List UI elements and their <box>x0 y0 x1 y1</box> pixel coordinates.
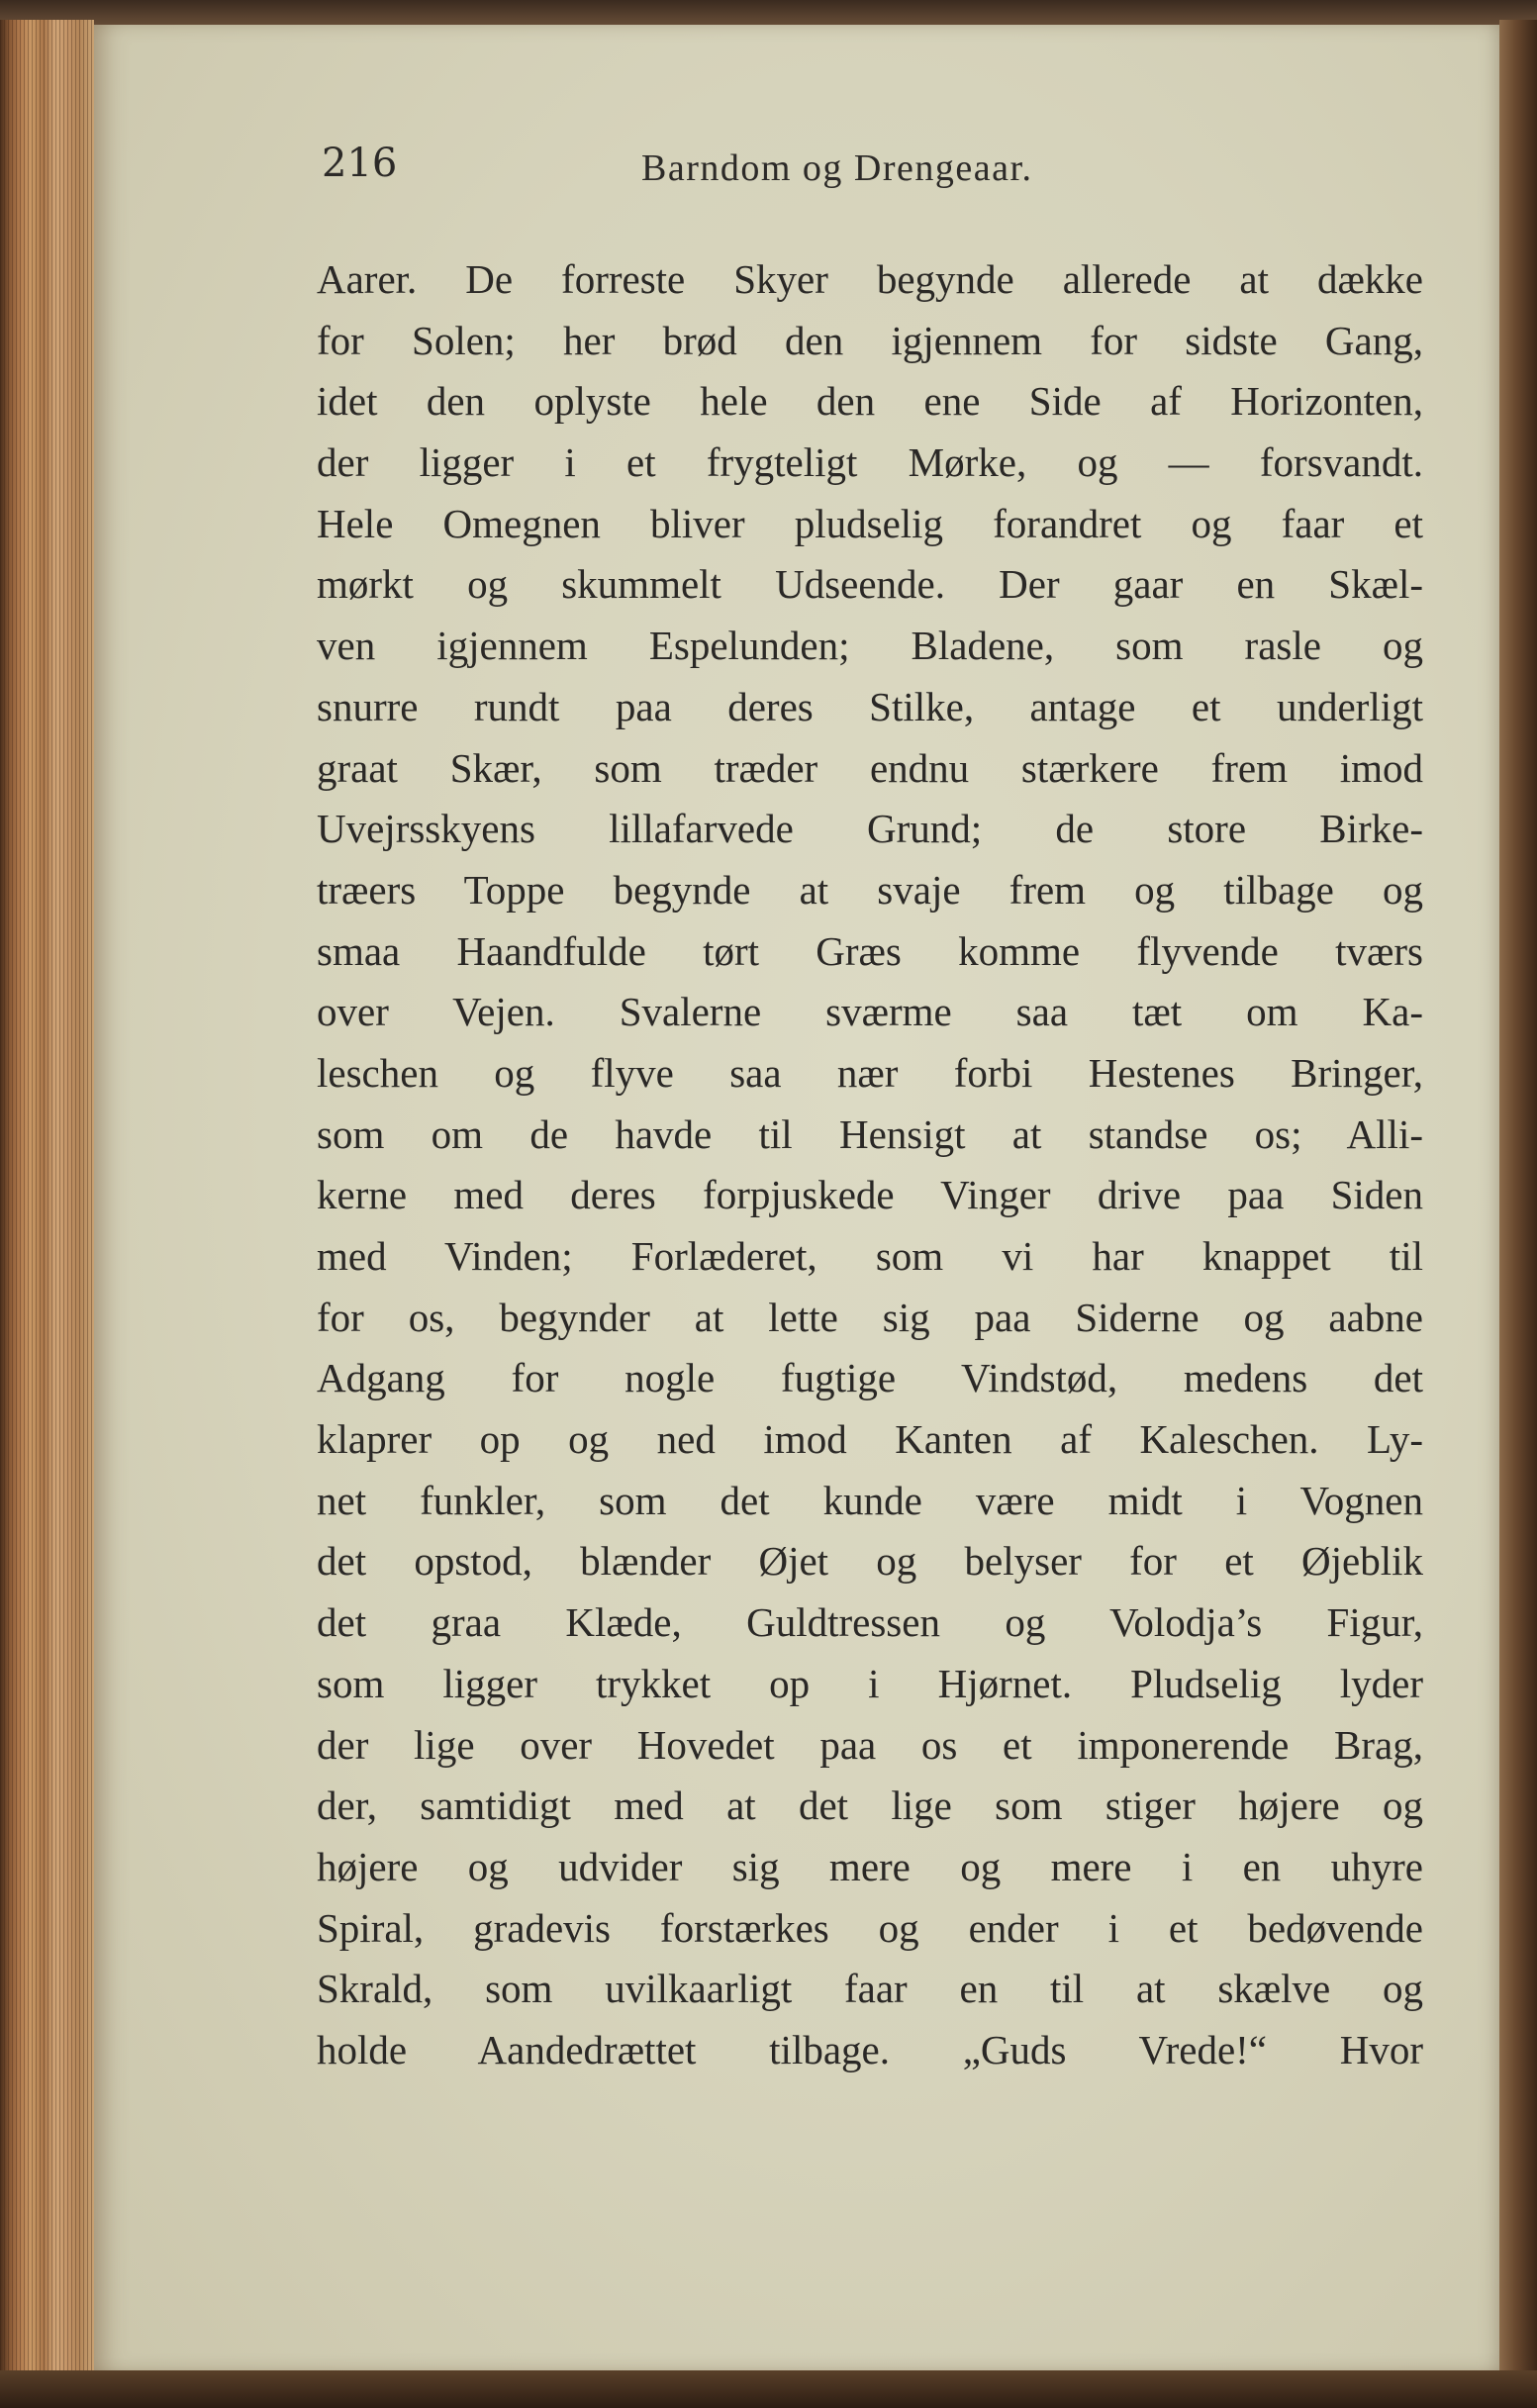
text-line: holde Aandedrættet tilbage. „Guds Vrede!“ Hvor <box>317 2026 1423 2072</box>
text-line: mørkt og skummelt Udseende. Der gaar en Skæl- <box>317 561 1423 608</box>
text-line: Spiral, gradevis forstærkes og ender i et bedøvende <box>317 1904 1423 1951</box>
text-line: Skrald, som uvilkaarligt faar en til at skælve og <box>317 1966 1423 2012</box>
running-title: Barndom og Drengeaar. <box>641 147 1033 189</box>
text-line: med Vinden; Forlæderet, som vi har knappet til <box>317 1233 1423 1279</box>
text-line: ven igjennem Espelunden; Bladene, som rasle og <box>317 623 1423 669</box>
right-page-edge <box>1499 20 1537 2375</box>
text-line: for os, begynder at lette sig paa Siderne og aabne <box>317 1294 1423 1340</box>
text-line: der lige over Hovedet paa os et imponerende Brag, <box>317 1721 1423 1768</box>
text-line: for Solen; her brød den igjennem for sidste Gang, <box>317 317 1423 363</box>
page-number: 216 <box>322 141 398 186</box>
text-line: Adgang for nogle fugtige Vindstød, medens det <box>317 1355 1423 1401</box>
text-line: det opstod, blænder Øjet og belyser for et Øjeblik <box>317 1538 1423 1585</box>
page-stack-lines <box>0 20 94 2375</box>
text-line: som ligger trykket op i Hjørnet. Pludselig lyder <box>317 1660 1423 1706</box>
text-line: leschen og flyve saa nær forbi Hestenes Bringer, <box>317 1049 1423 1096</box>
text-line: som om de havde til Hensigt at standse os; Alli- <box>317 1110 1423 1157</box>
text-line: kerne med deres forpjuskede Vinger drive paa Siden <box>317 1172 1423 1218</box>
text-line: graat Skær, som træder endnu stærkere frem imod <box>317 744 1423 791</box>
body-text <box>317 249 1423 2081</box>
text-line: idet den oplyste hele den ene Side af Horizonten, <box>317 378 1423 425</box>
text-line: Hele Omegnen bliver pludselig forandret og faar et <box>317 500 1423 546</box>
text-line: smaa Haandfulde tørt Græs komme flyvende tværs <box>317 927 1423 974</box>
bottom-page-edge <box>0 2370 1537 2408</box>
text-line: over Vejen. Svalerne sværme saa tæt om Ka- <box>317 989 1423 1035</box>
text-line: træers Toppe begynde at svaje frem og tilbage og <box>317 866 1423 913</box>
text-line: net funkler, som det kunde være midt i Vognen <box>317 1477 1423 1523</box>
text-line: klaprer op og ned imod Kanten af Kaleschen. Ly- <box>317 1416 1423 1463</box>
text-line: der, samtidigt med at det lige som stiger højere og <box>317 1782 1423 1829</box>
text-line: Uvejrsskyens lillafarvede Grund; de store Birke- <box>317 806 1423 852</box>
text-line: højere og udvider sig mere og mere i en uhyre <box>317 1843 1423 1889</box>
text-line: snurre rundt paa deres Stilke, antage et underligt <box>317 683 1423 729</box>
text-line: Aarer. De forreste Skyer begynde allerede at dække <box>317 256 1423 302</box>
text-line: det graa Klæde, Guldtressen og Volodja’s Figur, <box>317 1599 1423 1646</box>
text-line: der ligger i et frygteligt Mørke, og — forsvandt. <box>317 439 1423 486</box>
